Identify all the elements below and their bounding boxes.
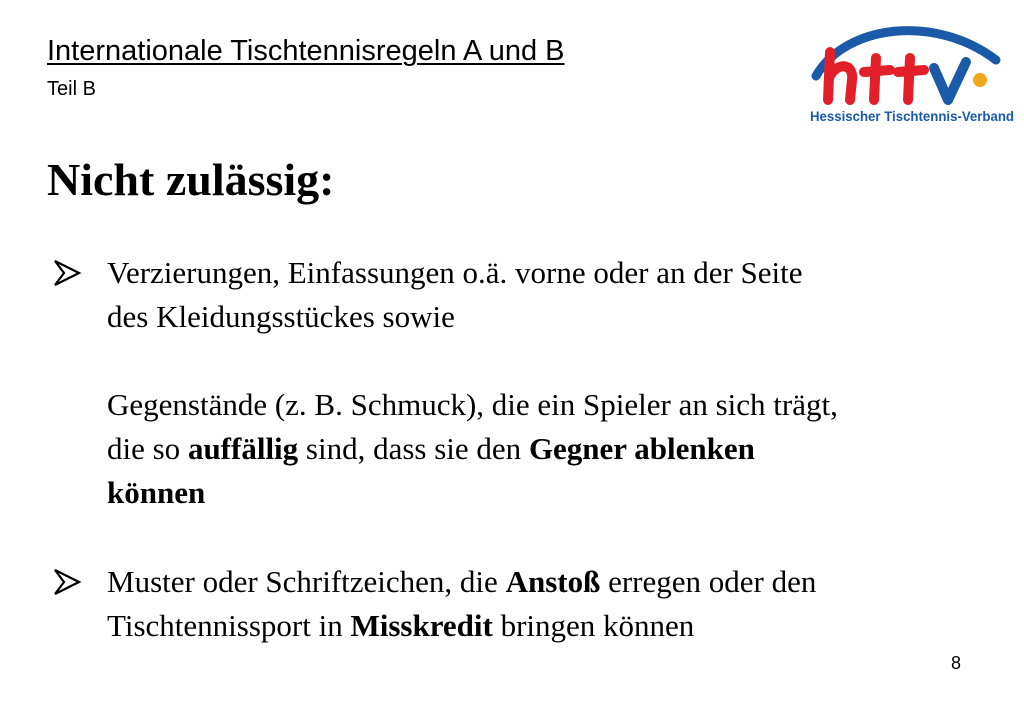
text-line: des Kleidungsstückes sowie bbox=[107, 299, 455, 334]
text-line bbox=[107, 471, 1007, 515]
slide-heading: Nicht zulässig: bbox=[47, 154, 335, 205]
page-number: 8 bbox=[951, 653, 962, 673]
text-span: Muster oder Schriftzeichen, die bbox=[107, 564, 506, 599]
text-line: Gegenstände (z. B. Schmuck), die ein Spieler an sich trägt, bbox=[107, 387, 838, 422]
emphasis-text: Misskredit bbox=[350, 608, 493, 643]
text-line: Verzierungen, Einfassungen o.ä. vorne oder an der Seite bbox=[107, 255, 803, 290]
arrowhead-bullet-icon bbox=[52, 258, 82, 288]
text-span: sind, dass sie den bbox=[298, 431, 529, 466]
text-line bbox=[107, 427, 1007, 471]
header-title: Internationale Tischtennisregeln A und B bbox=[47, 35, 565, 67]
list-item bbox=[107, 560, 1007, 648]
emphasis-text: können bbox=[107, 475, 206, 510]
httv-logo bbox=[806, 18, 1018, 126]
text-span: erregen oder den bbox=[600, 564, 817, 599]
arrowhead-bullet-icon bbox=[52, 567, 82, 597]
text-span: die so bbox=[107, 431, 188, 466]
text-line bbox=[107, 560, 1007, 604]
text-span: Tischtennissport in bbox=[107, 608, 351, 643]
text-span: bringen können bbox=[492, 608, 695, 643]
emphasis-text: Gegner ablenken bbox=[528, 431, 755, 466]
emphasis-text: Anstoß bbox=[505, 564, 601, 599]
emphasis-text: auffällig bbox=[187, 431, 299, 466]
header-subtitle: Teil B bbox=[47, 78, 96, 100]
list-item bbox=[107, 251, 1007, 515]
text-line bbox=[107, 604, 1007, 648]
logo-name: Hessischer Tischtennis-Verband bbox=[810, 108, 1014, 124]
